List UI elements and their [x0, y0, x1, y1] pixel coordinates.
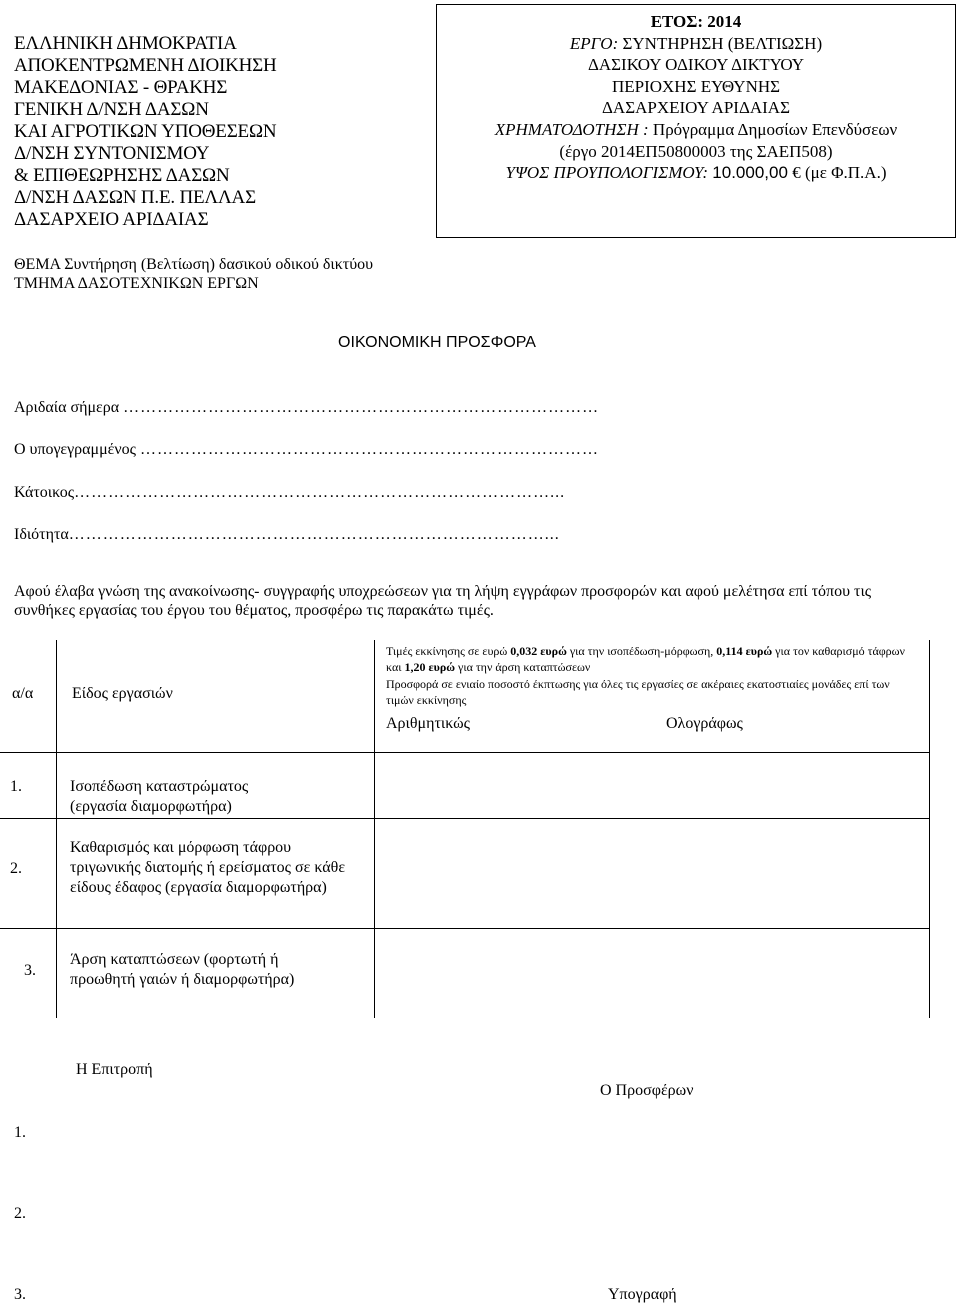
authority-line: ΜΑΚΕΔΟΝΙΑΣ - ΘΡΑΚΗΣ [14, 77, 228, 98]
table-divider [0, 752, 930, 753]
column-header-numeric: Αριθμητικώς [386, 715, 470, 732]
prices-text: για την άρση καταπτώσεων [455, 660, 591, 674]
funding-label: ΧΡΗΜΑΤΟΔΟΤΗΣΗ : [494, 119, 649, 139]
column-header-no: α/α [12, 685, 34, 702]
project-budget [437, 162, 955, 184]
project-work-line [437, 33, 955, 55]
authority-line: Δ/ΝΣΗ ΣΥΝΤΟΝΙΣΜΟΥ [14, 143, 210, 164]
place-date-label: Αριδαία σήμερα [14, 399, 120, 416]
page-title: ΟΙΚΟΝΟΜΙΚΗ ΠΡΟΣΦΟΡΑ [338, 334, 536, 351]
table-divider [0, 928, 930, 929]
signer-label: Ο υπογεγραμμένος [14, 441, 136, 458]
authority-line: Δ/ΝΣΗ ΔΑΣΩΝ Π.Ε. ΠΕΛΛΑΣ [14, 187, 256, 208]
project-work-label: ΕΡΓΟ: [569, 33, 619, 53]
row-number: 3. [24, 962, 36, 979]
row-number: 2. [10, 860, 22, 877]
prices-text: Τιμές εκκίνησης σε ευρώ [386, 644, 511, 658]
bidder-label: Ο Προσφέρων [600, 1082, 694, 1099]
signer-dots: ……………………………………………………………………… [139, 441, 599, 458]
authority-line: ΑΠΟΚΕΝΤΡΩΜΕΝΗ ΔΙΟΙΚΗΣΗ [14, 55, 277, 76]
funding-value: Πρόγραμμα Δημοσίων Επενδύσεων [652, 119, 898, 139]
project-work-line: ΔΑΣΑΡΧΕΙΟΥ ΑΡΙΔΑΙΑΣ [602, 98, 790, 118]
authority-line: ΚΑΙ ΑΓΡΟΤΙΚΩΝ ΥΠΟΘΕΣΕΩΝ [14, 121, 277, 142]
price-ditch-cleaning: 0,114 ευρώ [716, 644, 773, 658]
department-line: ΤΜΗΜΑ ΔΑΣΟΤΕΧΝΙΚΩΝ ΕΡΓΩΝ [14, 275, 259, 292]
project-work-line: ΔΑΣΙΚΟΥ ΟΔΙΚΟΥ ΔΙΚΤΥΟΥ [587, 55, 805, 75]
price-leveling: 0,032 ευρώ [510, 644, 567, 658]
committee-member-1: 1. [14, 1124, 26, 1141]
issuing-authority [14, 33, 277, 231]
committee-member-3: 3. [14, 1286, 26, 1303]
row-work-description: Καθαρισμός και μόρφωση τάφρου τριγωνικής διατομής ή ερείσματος σε κάθε είδους έδαφος (εργασία διαμορφωτήρα) [70, 839, 346, 896]
column-header-prices [386, 643, 918, 675]
project-work-line: ΠΕΡΙΟΧΗΣ ΕΥΘΥΝΗΣ [611, 76, 781, 96]
authority-line: & ΕΠΙΘΕΩΡΗΣΗΣ ΔΑΣΩΝ [14, 165, 230, 186]
prices-text: για τον καθαρισμό τάφρων και [386, 644, 905, 674]
project-year: ΕΤΟΣ: 2014 [650, 12, 742, 31]
authority-line: ΕΛΛΗΝΙΚΗ ΔΗΜΟΚΡΑΤΙΑ [14, 33, 237, 54]
budget-amount: 10.000,00 [712, 163, 788, 183]
budget-suffix: € (με Φ.Π.Α.) [792, 163, 887, 183]
table-divider [56, 640, 57, 1018]
declaration-text: Αφού έλαβα γνώση της ανακοίνωσης- συγγραφής υποχρεώσεων για τη λήψη εγγράφων προσφορών και αφού μελέτησα επί τόπου τις συνθήκες εργασίας του έργου του θέματος, προσφέρω τις παρακάτω τιμές. [14, 583, 872, 619]
capacity-dots: …………………………………………………………………………... [68, 526, 560, 543]
authority-line: ΓΕΝΙΚΗ Δ/ΝΣΗ ΔΑΣΩΝ [14, 99, 209, 120]
place-date-dots: ………………………………………………………………………… [123, 399, 600, 416]
capacity-field [14, 526, 560, 544]
column-header-work: Είδος εργασιών [72, 685, 173, 702]
prices-text: για την ισοπέδωση-μόρφωση, [566, 644, 717, 658]
discount-note: Προσφορά σε ενιαίο ποσοστό έκπτωσης για όλες τις εργασίες σε ακέραιες εκατοστιαίες μονάδες επί των τιμών εκκίνησης [386, 677, 890, 707]
subject-block [14, 255, 373, 293]
authority-line: ΔΑΣΑΡΧΕΙΟ ΑΡΙΔΑΙΑΣ [14, 209, 209, 230]
project-work-title: ΣΥΝΤΗΡΗΣΗ (ΒΕΛΤΙΩΣΗ) [622, 33, 823, 53]
row-work-description: Ισοπέδωση καταστρώματος (εργασία διαμορφωτήρα) [70, 778, 249, 815]
table-divider [374, 640, 375, 1018]
row-number: 1. [10, 778, 22, 795]
place-date-field [14, 399, 599, 417]
resident-field [14, 484, 565, 502]
project-funding [437, 119, 955, 141]
project-info-box [436, 4, 956, 238]
subject-line: ΘΕΜΑ Συντήρηση (Βελτίωση) δασικού οδικού δικτύου [14, 256, 374, 273]
committee-label: Η Επιτροπή [76, 1061, 153, 1078]
signature-label: Υπογραφή [608, 1286, 677, 1303]
resident-label: Κάτοικος [14, 484, 75, 501]
capacity-label: Ιδιότητα [14, 526, 69, 543]
committee-member-2: 2. [14, 1205, 26, 1222]
funding-detail: (έργο 2014ΕΠ50800003 της ΣΑΕΠ508) [559, 141, 833, 161]
resident-dots: …………………………………………………………………………... [74, 484, 566, 501]
column-header-words: Ολογράφως [666, 715, 743, 732]
budget-label: ΥΨΟΣ ΠΡΟΥΠΟΛΟΓΙΣΜΟΥ: [505, 163, 709, 183]
signer-field [14, 441, 599, 459]
table-divider [0, 818, 930, 819]
row-work-description: Άρση καταπτώσεων (φορτωτή ή προωθητή γαιών ή διαμορφωτήρα) [70, 951, 295, 988]
table-divider [929, 640, 930, 1018]
price-debris-removal: 1,20 ευρώ [404, 660, 456, 674]
